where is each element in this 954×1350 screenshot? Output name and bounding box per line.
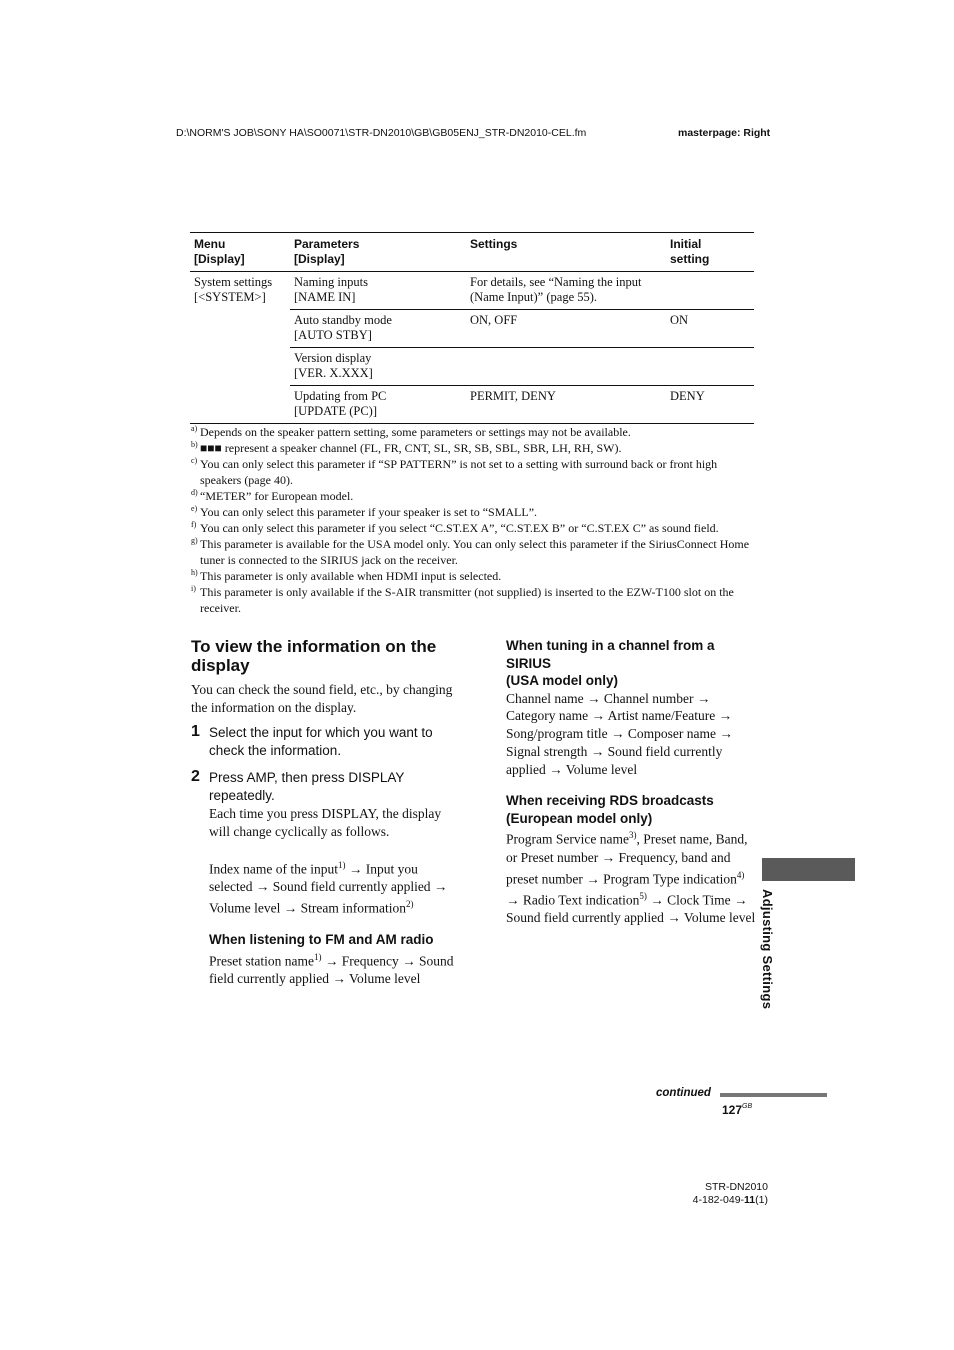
param-cell: Version display [VER. X.XXX] — [290, 348, 466, 386]
intro-text: You can check the sound field, etc., by changing the information on the display. — [191, 682, 453, 715]
table-row — [190, 272, 754, 310]
display-sequence-rds: Program Service name$^{3)}$, Preset name, Band, or Preset number → Frequency, band and preset number → Program Type indication$^{4)}$ → Radio Text indication$^{5)}$ → Clock Time → Sound field currently applied → Volume level — [506, 830, 756, 926]
footnote: i) This parameter is only available if the S-AIR transmitter (not supplied) is inserted to the EZW-T100 slot on the receiver. — [191, 584, 734, 615]
table-header-row — [190, 233, 754, 272]
page-suffix: GB — [742, 1103, 753, 1110]
header-masterpage: masterpage: Right — [678, 127, 771, 139]
continued-bar — [720, 1093, 827, 1097]
settings-table — [190, 232, 754, 424]
display-sequence-fm-am: Preset station name$^{1)}$ → Frequency → Sound field currently applied → Volume level — [209, 951, 454, 987]
continued-label: continued — [656, 1087, 711, 1099]
footnote: b) ■■■ represent a speaker channel (FL, FR, CNT, SL, SR, SB, SBL, SBR, LH, RH, SW). — [191, 440, 622, 455]
initial-cell: ON — [666, 310, 754, 348]
col-header-parameters: Parameters [Display] — [290, 233, 466, 272]
display-sequence-sirius: Channel name → Channel number → Category name → Artist name/Feature → Song/program title → Composer name → Signal strength → Sound field currently applied → Volume level — [506, 690, 733, 777]
footnote: c) You can only select this parameter if “SP PATTERN” is not set to a setting with surround back or front high speakers (page 40). — [191, 456, 718, 487]
footer-model: STR-DN2010 — [704, 1181, 768, 1193]
step-1 — [191, 724, 461, 760]
footnote: f) You can only select this parameter if you select “C.ST.EX A”, “C.ST.EX B” or “C.ST.EX C” as sound field. — [191, 520, 719, 535]
footnote: d) “METER” for European model. — [191, 488, 354, 503]
param-cell: Auto standby mode [AUTO STBY] — [290, 310, 466, 348]
left-column — [191, 637, 461, 988]
header-file-path: D:\NORM'S JOB\SONY HA\SO0071\STR-DN2010\GB\GB05ENJ_STR-DN2010-CEL.fm — [176, 127, 587, 139]
footer-code: 4-182-049-11(1) — [692, 1194, 768, 1206]
initial-cell — [666, 272, 754, 310]
step-number: 1 — [191, 723, 200, 740]
footnote: g) This parameter is available for the USA model only. You can only select this parameter if the SiriusConnect Home tuner is connected to the SIRIUS jack on the receiver. — [191, 536, 750, 567]
menu-cell: System settings [<SYSTEM>] — [190, 272, 290, 424]
sirius-heading: When tuning in a channel from a SIRIUS (USA model only) — [506, 638, 715, 688]
settings-cell: ON, OFF — [466, 310, 666, 348]
step-2-detail: Each time you press DISPLAY, the display will change cyclically as follows. — [209, 806, 442, 839]
settings-cell — [466, 348, 666, 386]
footnote: a) Depends on the speaker pattern setting, some parameters or settings may not be available. — [191, 424, 631, 439]
fm-am-heading: When listening to FM and AM radio — [209, 932, 434, 948]
display-sequence-default: Index name of the input$^{1)}$ → Input you selected → Sound field currently applied → Volume level → Stream information$^{2)}$ — [209, 860, 448, 916]
step-text: Press AMP, then press DISPLAY repeatedly. — [209, 770, 405, 803]
step-text: Select the input for which you want to check the information. — [209, 725, 433, 758]
section-title: To view the information on the display — [191, 637, 437, 675]
param-cell: Updating from PC [UPDATE (PC)] — [290, 386, 466, 424]
side-tab-marker — [762, 858, 855, 881]
footnote: e) You can only select this parameter if your speaker is set to “SMALL”. — [191, 504, 538, 519]
col-header-settings: Settings — [466, 233, 666, 272]
footnotes — [191, 424, 757, 616]
initial-cell: DENY — [666, 386, 754, 424]
col-header-initial: Initial setting — [666, 233, 754, 272]
settings-cell: PERMIT, DENY — [466, 386, 666, 424]
step-2 — [191, 769, 461, 988]
side-section-label: Adjusting Settings — [760, 889, 775, 1010]
settings-cell: For details, see “Naming the input (Name Input)” (page 55). — [466, 272, 666, 310]
initial-cell — [666, 348, 754, 386]
col-header-menu: Menu [Display] — [190, 233, 290, 272]
footnote: h) This parameter is only available when HDMI input is selected. — [191, 568, 502, 583]
right-column — [506, 637, 758, 927]
rds-heading: When receiving RDS broadcasts (European model only) — [506, 793, 714, 826]
page-number: $127^{GB}$ — [722, 1103, 753, 1117]
step-number: 2 — [191, 768, 200, 785]
param-cell: Naming inputs [NAME IN] — [290, 272, 466, 310]
